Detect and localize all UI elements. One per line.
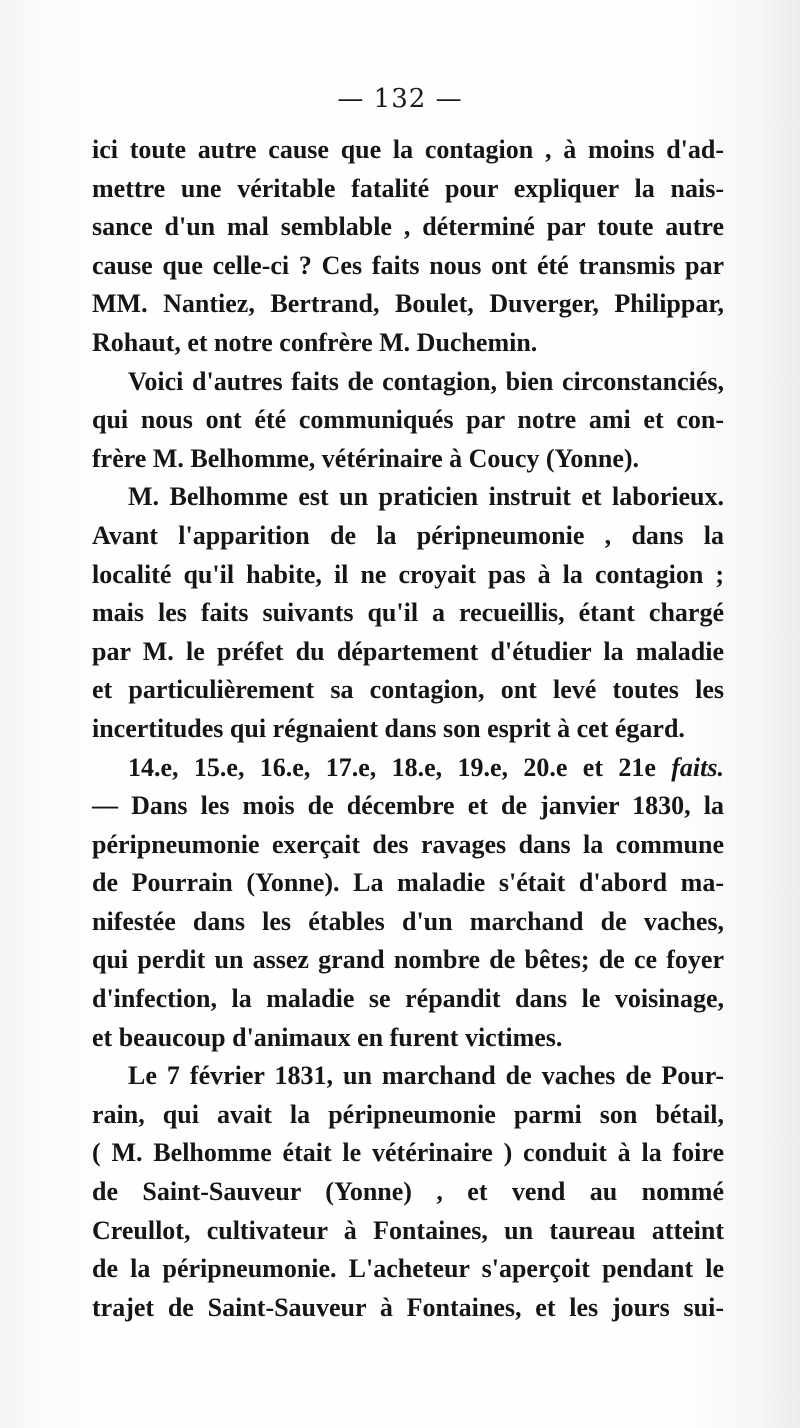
text-line: qui nous ont été communiqués par notre ami et con- [92, 405, 724, 435]
text-line: rain, qui avait la péripneumonie parmi son bétail, [92, 1099, 724, 1129]
text-line: Le 7 février 1831, un marchand de vaches de Pour- [128, 1061, 724, 1091]
text-line: frère M. Belhomme, vétérinaire à Coucy (Yonne). [92, 443, 640, 473]
body-text [92, 131, 724, 1327]
text-line [92, 749, 724, 788]
text-line: Avant l'apparition de la péripneumonie , dans la [92, 520, 724, 550]
text-line: cause que celle-ci ? Ces faits nous ont été transmis par [92, 250, 724, 280]
text-line: de Saint-Sauveur (Yonne) , et vend au nommé [92, 1177, 724, 1207]
text-line: et beaucoup d'animaux en furent victimes. [92, 1022, 563, 1052]
text-line: localité qu'il habite, il ne croyait pas à la contagion ; [92, 559, 724, 589]
text-line: ( M. Belhomme était le vétérinaire ) conduit à la foire [92, 1138, 724, 1168]
text-line: mais les faits suivants qu'il a recueillis, étant chargé [92, 598, 724, 628]
text-line: nifestée dans les étables d'un marchand de vaches, [92, 906, 724, 936]
text-line: péripneumonie exerçait des ravages dans la commune [92, 829, 724, 859]
text-line: incertitudes qui régnaient dans son esprit à cet égard. [92, 713, 685, 743]
text-line: sance d'un mal semblable , déterminé par toute autre [92, 212, 724, 242]
text-line: de Pourrain (Yonne). La maladie s'était d'abord ma- [92, 868, 724, 898]
text-line: MM. Nantiez, Bertrand, Boulet, Duverger, Philippar, [92, 289, 724, 319]
text-line: par M. le préfet du département d'étudier la maladie [92, 636, 724, 666]
text-line: ici toute autre cause que la contagion , à moins d'ad- [92, 135, 724, 164]
text-line: qui perdit un assez grand nombre de bêtes; de ce foyer [92, 945, 724, 975]
text-line: et particulièrement sa contagion, ont levé toutes les [92, 675, 724, 705]
text-line: — Dans les mois de décembre et de janvier 1830, la [92, 791, 724, 821]
text-line: Rohaut, et notre confrère M. Duchemin. [92, 327, 538, 357]
text-line: Creullot, cultivateur à Fontaines, un taureau atteint [92, 1215, 724, 1245]
text-line: M. Belhomme est un praticien instruit et laborieux. [128, 482, 724, 512]
text-line: mettre une véritable fatalité pour expliquer la nais- [92, 173, 724, 203]
text-line: de la péripneumonie. L'acheteur s'aperçoit pendant le [92, 1254, 724, 1284]
fact-label: faits. [671, 752, 724, 782]
fact-numbers: 14.e, 15.e, 16.e, 17.e, 18.e, 19.e, 20.e et 21e [128, 752, 656, 782]
text-line: Voici d'autres faits de contagion, bien circonstanciés, [128, 366, 724, 396]
text-line: d'infection, la maladie se répandit dans le voisinage, [92, 984, 724, 1014]
page-number: — 132 — [337, 84, 463, 114]
text-line: trajet de Saint-Sauveur à Fontaines, et les jours sui- [92, 1292, 724, 1322]
